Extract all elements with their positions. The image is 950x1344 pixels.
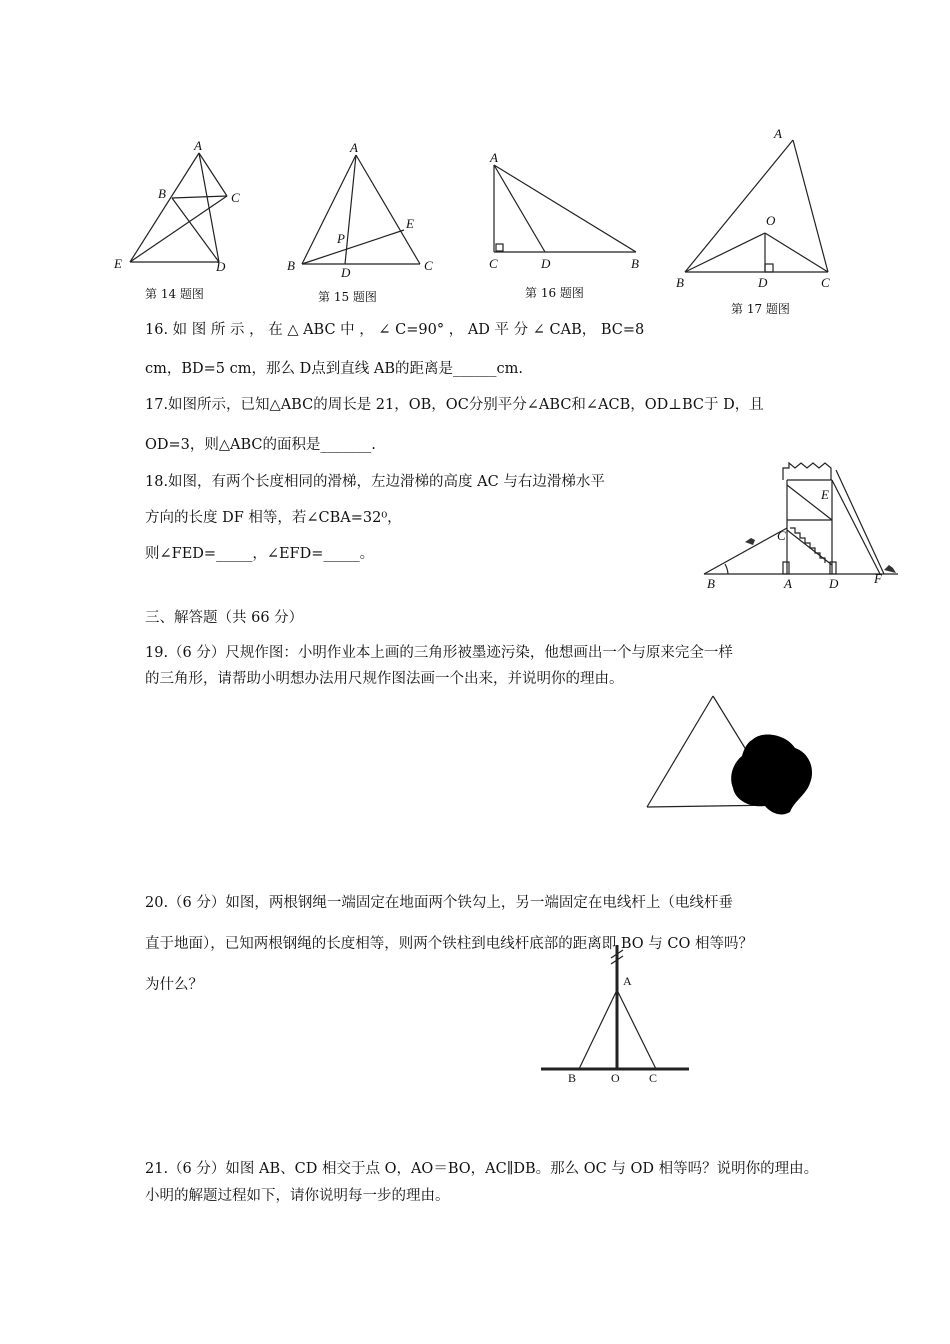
problem-21-line2: 小明的解题过程如下，请你说明每一步的理由。 — [145, 1188, 450, 1204]
figure-14 — [110, 135, 250, 275]
label-e: E — [821, 487, 829, 502]
label-a: A — [350, 140, 358, 155]
label-c: C — [821, 275, 830, 290]
label-b: B — [707, 576, 715, 591]
label-d: D — [758, 275, 768, 290]
label-o: O — [766, 213, 776, 228]
caption-fig14: 第 14 题图 — [145, 287, 204, 301]
label-d: D — [541, 256, 551, 271]
figure-19-stained-triangle — [640, 690, 820, 820]
problem-19-line1: 19.（6 分）尺规作图：小明作业本上画的三角形被墨迹污染，他想画出一个与原来完全一样 — [145, 645, 733, 661]
label-a: A — [774, 126, 782, 141]
label-e: E — [114, 256, 122, 271]
caption-fig15: 第 15 题图 — [318, 290, 377, 304]
figure-20-pole — [535, 940, 695, 1090]
problem-18-line1: 18.如图，有两个长度相同的滑梯，左边滑梯的高度 AC 与右边滑梯水平 — [145, 474, 605, 490]
problem-20-line1: 20.（6 分）如图，两根钢绳一端固定在地面两个铁勾上，另一端固定在电线杆上（电线杆垂 — [145, 895, 733, 911]
label-d: D — [216, 259, 226, 274]
label-a: A — [784, 576, 792, 591]
label-c: C — [424, 258, 433, 273]
figure-18-slides — [700, 455, 905, 595]
label-d: D — [829, 576, 839, 591]
label-p: P — [337, 231, 345, 246]
problem-19-line2: 的三角形，请帮助小明想办法用尺规作图法画一个出来，并说明你的理由。 — [145, 671, 624, 687]
label-c: C — [777, 528, 786, 543]
figure-15 — [280, 135, 440, 280]
label-b: B — [568, 1071, 577, 1085]
label-a: A — [623, 974, 632, 988]
section-3-heading: 三、解答题（共 66 分） — [145, 610, 304, 626]
label-f: F — [874, 571, 882, 586]
label-b: B — [158, 186, 166, 201]
problem-20-line2: 直于地面），已知两根钢绳的长度相等，则两个铁柱到电线杆底部的距离即 BO 与 CO 相等吗？ — [145, 936, 753, 952]
label-c: C — [649, 1071, 658, 1085]
problem-21-line1: 21.（6 分）如图 AB、CD 相交于点 O，AO＝BO，AC∥DB。那么 OC 与 OD 相等吗？说明你的理由。 — [145, 1161, 819, 1177]
label-b: B — [631, 256, 639, 271]
caption-fig16: 第 16 题图 — [525, 286, 584, 300]
problem-16-line2: cm，BD=5 cm，那么 D点到直线 AB的距离是______cm. — [145, 361, 523, 377]
label-o: O — [611, 1071, 620, 1085]
label-c: C — [231, 190, 240, 205]
problem-18-line2: 方向的长度 DF 相等，若∠CBA=32⁰， — [145, 510, 402, 526]
figure-17 — [670, 120, 840, 295]
label-e: E — [406, 216, 414, 231]
problem-20-line3: 为什么？ — [145, 977, 203, 993]
problem-18-line3: 则∠FED=_____，∠EFD=_____。 — [145, 546, 375, 562]
problem-17-line1: 17.如图所示，已知△ABC的周长是 21，OB，OC分别平分∠ABC和∠ACB，OD⊥BC于 D，且 — [145, 397, 764, 413]
label-b: B — [287, 258, 295, 273]
caption-fig17: 第 17 题图 — [731, 302, 790, 316]
label-c: C — [489, 256, 498, 271]
ink-blot — [731, 734, 812, 814]
label-a: A — [490, 150, 498, 165]
problem-16-line1: 16. 如 图 所 示 ， 在 △ ABC 中 ， ∠ C=90° ， AD 平 分 ∠ CAB， BC=8 — [145, 322, 645, 338]
figure-16 — [485, 145, 645, 275]
problem-17-line2: OD=3，则△ABC的面积是_______. — [145, 437, 376, 453]
label-b: B — [676, 275, 684, 290]
label-d: D — [341, 265, 351, 280]
label-a: A — [194, 138, 202, 153]
